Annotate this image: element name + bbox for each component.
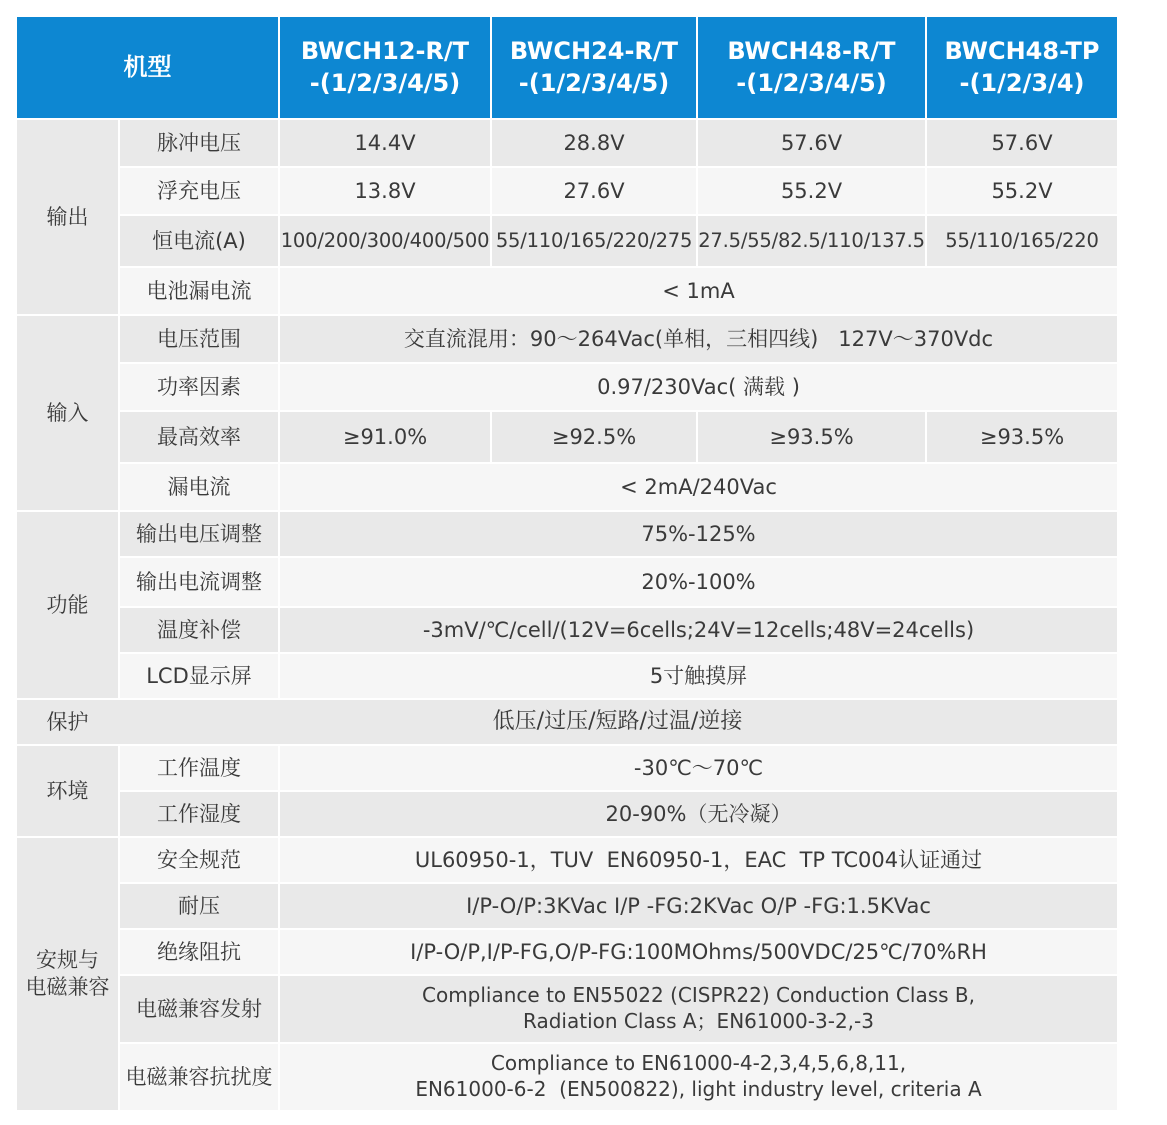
value-output-current-adj: 20%-100% [280,558,1117,606]
value-output-voltage-adj: 75%-125% [280,512,1117,556]
label-emc-immunity: 电磁兼容抗扰度 [120,1044,278,1110]
label-output-voltage-adj: 输出电压调整 [120,512,278,556]
value-pulse-voltage-2: 28.8V [492,120,696,166]
label-pulse-voltage: 脉冲电压 [120,120,278,166]
value-operating-temp: -30℃～70℃ [280,746,1117,790]
value-float-voltage-1: 13.8V [280,168,490,214]
header-model-2 [492,17,696,118]
header-model-2-line2: -(1/2/3/4/5) [518,68,670,97]
label-insulation-resistance: 绝缘阻抗 [120,930,278,974]
label-power-factor: 功率因素 [120,364,278,410]
value-constant-current-1: 100/200/300/400/500 [280,216,490,266]
header-model-4 [927,17,1117,118]
label-lcd-display: LCD显示屏 [120,654,278,698]
value-max-efficiency-1: ≥91.0% [280,412,490,462]
category-safety-emc [17,838,118,1110]
value-emc-emission-line2: Radiation Class A；EN61000-3-2,-3 [523,1009,874,1033]
label-voltage-range: 电压范围 [120,316,278,362]
value-max-efficiency-4: ≥93.5% [927,412,1117,462]
value-leakage-current: < 2mA/240Vac [280,464,1117,510]
value-constant-current-3: 27.5/55/82.5/110/137.5 [698,216,925,266]
value-voltage-range: 交直流混用：90～264Vac(单相，三相四线) 127V～370Vdc [280,316,1117,362]
header-model-4-line1: BWCH48-TP [944,37,1100,66]
value-power-factor: 0.97/230Vac( 满载 ) [280,364,1117,410]
label-safety-standard: 安全规范 [120,838,278,882]
header-model-1-line1: BWCH12-R/T [300,37,470,66]
category-function: 功能 [17,512,118,698]
value-emc-immunity-line2: EN61000-6-2 (EN500822), light industry level, criteria A [415,1077,982,1101]
value-constant-current-4: 55/110/165/220 [927,216,1117,266]
header-model-3 [698,17,925,118]
value-operating-humidity: 20-90%（无冷凝） [280,792,1117,836]
value-emc-emission-line1: Compliance to EN55022 (CISPR22) Conduction Class B, [422,983,975,1008]
category-safety-line2: 电磁兼容 [25,975,110,999]
value-insulation-resistance: I/P-O/P,I/P-FG,O/P-FG:100MOhms/500VDC/25℃/70%RH [280,930,1117,974]
label-battery-leakage: 电池漏电流 [120,268,278,314]
header-model-3-line2: -(1/2/3/4/5) [736,68,887,97]
value-battery-leakage: < 1mA [280,268,1117,314]
value-float-voltage-2: 27.6V [492,168,696,214]
value-max-efficiency-2: ≥92.5% [492,412,696,462]
value-float-voltage-4: 55.2V [927,168,1117,214]
header-model-1-line2: -(1/2/3/4/5) [309,68,461,97]
category-input: 输入 [17,316,118,510]
value-safety-standard: UL60950-1，TUV EN60950-1，EAC TP TC004认证通过 [280,838,1117,882]
value-max-efficiency-3: ≥93.5% [698,412,925,462]
header-model-2-line1: BWCH24-R/T [509,37,679,66]
value-withstand-voltage: I/P-O/P:3KVac I/P -FG:2KVac O/P -FG:1.5KVac [280,884,1117,928]
label-constant-current: 恒电流(A) [120,216,278,266]
value-protection: 低压/过压/短路/过温/逆接 [118,700,1117,744]
value-lcd-display: 5寸触摸屏 [280,654,1117,698]
value-float-voltage-3: 55.2V [698,168,925,214]
value-constant-current-2: 55/110/165/220/275 [492,216,696,266]
label-float-voltage: 浮充电压 [120,168,278,214]
spec-table [17,17,1117,1110]
label-emc-emission: 电磁兼容发射 [120,976,278,1042]
label-output-current-adj: 输出电流调整 [120,558,278,606]
header-model-label: 机型 [17,17,278,118]
label-leakage-current: 漏电流 [120,464,278,510]
label-max-efficiency: 最高效率 [120,412,278,462]
header-model-1 [280,17,490,118]
category-output: 输出 [17,120,118,314]
label-operating-temp: 工作温度 [120,746,278,790]
value-emc-immunity [280,1044,1117,1110]
label-withstand-voltage: 耐压 [120,884,278,928]
value-pulse-voltage-1: 14.4V [280,120,490,166]
label-temp-compensation: 温度补偿 [120,608,278,652]
category-safety-line1: 安规与 [36,948,99,973]
value-emc-immunity-line1: Compliance to EN61000-4-2,3,4,5,6,8,11, [490,1051,907,1076]
value-pulse-voltage-4: 57.6V [927,120,1117,166]
value-temp-compensation: -3mV/℃/cell/(12V=6cells;24V=12cells;48V=24cells) [280,608,1117,652]
category-protection: 保护 [17,700,118,744]
header-model-3-line1: BWCH48-R/T [727,37,896,66]
header-model-4-line2: -(1/2/3/4) [959,68,1085,97]
category-environment: 环境 [17,746,118,836]
label-operating-humidity: 工作湿度 [120,792,278,836]
value-emc-emission [280,976,1117,1042]
value-pulse-voltage-3: 57.6V [698,120,925,166]
